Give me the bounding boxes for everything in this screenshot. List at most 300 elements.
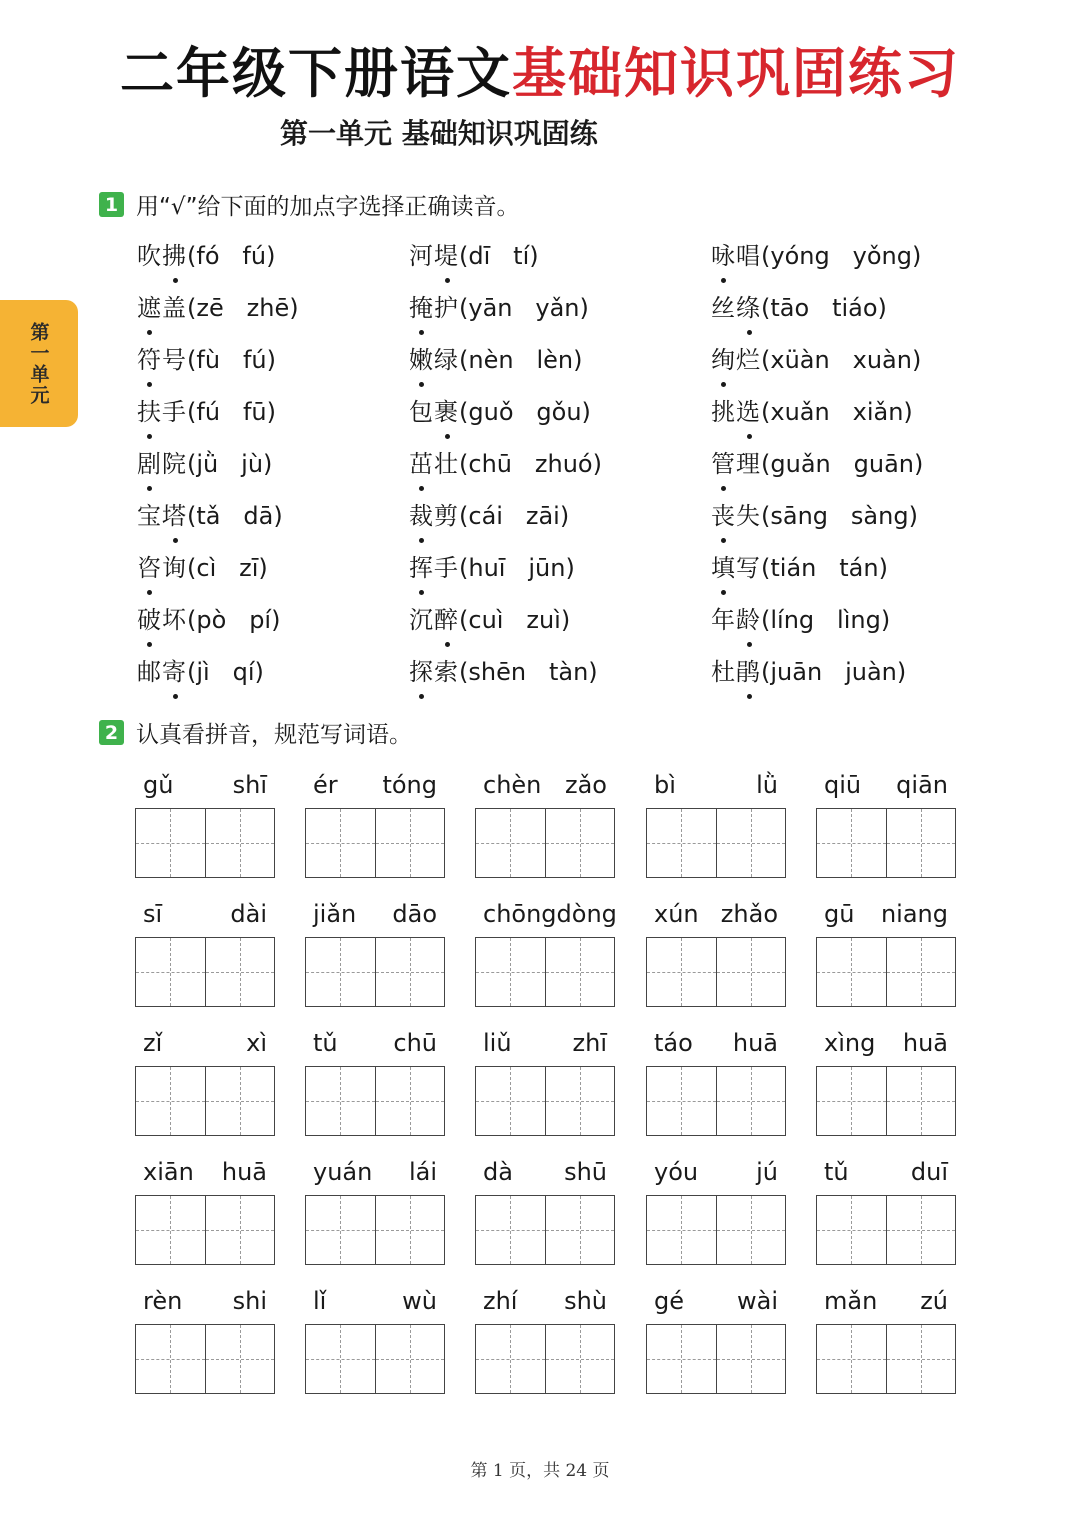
word-pinyin (816, 1155, 956, 1189)
pinyin-option-a[interactable]: yān (468, 294, 513, 322)
pinyin-syllable: tǔ (824, 1158, 849, 1186)
reading-item (711, 444, 923, 484)
word-pinyin (816, 768, 956, 802)
pinyin-option-b[interactable]: fú (242, 346, 267, 374)
writing-cell[interactable] (136, 1067, 206, 1135)
word-pinyin (816, 897, 956, 931)
word-pinyin (305, 1026, 445, 1060)
word-pinyin (816, 1284, 956, 1318)
emphasis-dot (721, 590, 726, 595)
tianzige-grid (646, 1195, 786, 1265)
reading-item (409, 600, 570, 640)
emphasis-dot (721, 382, 726, 387)
reading-item (711, 600, 890, 640)
writing-cell[interactable] (647, 1325, 717, 1393)
tianzige-grid (816, 1324, 956, 1394)
tianzige-grid (646, 937, 786, 1007)
word-writing-block (816, 768, 956, 878)
pinyin-option-a[interactable]: guǒ (468, 398, 514, 426)
pinyin-option-b[interactable]: lèn (536, 346, 574, 374)
emphasis-dot (419, 538, 424, 543)
pinyin-option-b[interactable]: zhuó (534, 450, 593, 478)
word-writing-block (305, 1155, 445, 1265)
word-pinyin (816, 1026, 956, 1060)
word-writing-block (646, 1155, 786, 1265)
emphasis-dot (747, 694, 752, 699)
writing-cell[interactable] (206, 1067, 275, 1135)
emphasis-dot (445, 278, 450, 283)
writing-cell[interactable] (546, 938, 615, 1006)
word-writing-block (475, 897, 615, 1007)
pinyin-option-b[interactable]: zuì (526, 606, 561, 634)
tianzige-grid (475, 1066, 615, 1136)
pinyin-options: (sāng sàng) (761, 502, 918, 530)
writing-cell[interactable] (546, 809, 615, 877)
writing-cell[interactable] (476, 1196, 546, 1264)
writing-cell[interactable] (717, 1196, 786, 1264)
pinyin-options: (tián tán) (761, 554, 888, 582)
writing-cell[interactable] (887, 1067, 956, 1135)
tianzige-grid (475, 937, 615, 1007)
pinyin-syllable: wù (402, 1287, 437, 1315)
pinyin-syllable: zhí (483, 1287, 518, 1315)
reading-item (711, 652, 906, 692)
reading-item (137, 340, 276, 380)
pinyin-syllable: zǎo (565, 771, 607, 799)
reading-word: 包裹 (409, 398, 459, 426)
emphasis-dot (147, 486, 152, 491)
reading-word: 裁剪 (409, 502, 459, 530)
pinyin-syllable: tóng (382, 771, 437, 799)
pinyin-option-b[interactable]: yǎn (535, 294, 580, 322)
pinyin-syllable: shù (564, 1287, 607, 1315)
pinyin-syllable: zǐ (143, 1029, 163, 1057)
pinyin-syllable: huā (221, 1158, 267, 1186)
question-2-number: 2 (99, 720, 124, 745)
pinyin-option-a[interactable]: tián (770, 554, 817, 582)
pinyin-syllable: gé (654, 1287, 684, 1315)
pinyin-option-b[interactable]: sàng (850, 502, 909, 530)
reading-word: 杜鹃 (711, 658, 761, 686)
pinyin-option-a[interactable]: fó (196, 242, 220, 270)
writing-cell[interactable] (887, 1196, 956, 1264)
pinyin-option-a[interactable]: pò (196, 606, 227, 634)
pinyin-option-b[interactable]: tí (513, 242, 530, 270)
reading-word: 探索 (409, 658, 459, 686)
writing-cell[interactable] (817, 1325, 887, 1393)
pinyin-option-b[interactable]: zī (239, 554, 259, 582)
pinyin-options: (nèn lèn) (459, 346, 583, 374)
reading-word: 绚烂 (711, 346, 761, 374)
tianzige-grid (646, 1324, 786, 1394)
reading-item (137, 288, 299, 328)
word-pinyin (475, 1155, 615, 1189)
emphasis-dot (147, 382, 152, 387)
pinyin-option-b[interactable]: juàn (845, 658, 897, 686)
writing-cell[interactable] (376, 1325, 445, 1393)
reading-item (409, 444, 602, 484)
tianzige-grid (816, 1195, 956, 1265)
reading-item (409, 652, 598, 692)
word-pinyin (475, 768, 615, 802)
pinyin-syllable: mǎn (824, 1287, 878, 1315)
reading-word: 河堤 (409, 242, 459, 270)
writing-cell[interactable] (136, 809, 206, 877)
reading-word: 沉醉 (409, 606, 459, 634)
reading-word: 掩护 (409, 294, 459, 322)
writing-cell[interactable] (476, 1325, 546, 1393)
writing-cell[interactable] (647, 1067, 717, 1135)
page-footer: 第 1 页，共 24 页 (470, 1461, 610, 1481)
emphasis-dot (419, 330, 424, 335)
emphasis-dot (419, 486, 424, 491)
pinyin-option-a[interactable]: cái (468, 502, 503, 530)
reading-word: 咨询 (137, 554, 187, 582)
emphasis-dot (721, 538, 726, 543)
emphasis-dot (445, 642, 450, 647)
emphasis-dot (747, 434, 752, 439)
pinyin-syllable: huā (732, 1029, 778, 1057)
pinyin-syllable: shū (564, 1158, 607, 1186)
emphasis-dot (147, 590, 152, 595)
tianzige-grid (305, 1066, 445, 1136)
pinyin-option-b[interactable]: xuàn (852, 346, 912, 374)
reading-item (711, 548, 888, 588)
writing-cell[interactable] (817, 1067, 887, 1135)
pinyin-syllable: gǔ (143, 771, 174, 799)
writing-cell[interactable] (376, 1067, 445, 1135)
reading-word: 丧失 (711, 502, 761, 530)
tianzige-grid (646, 808, 786, 878)
reading-item (137, 548, 268, 588)
writing-cell[interactable] (376, 938, 445, 1006)
pinyin-option-a[interactable]: cì (196, 554, 217, 582)
question-2-header (99, 716, 412, 749)
emphasis-dot (173, 538, 178, 543)
word-writing-block (475, 1284, 615, 1394)
word-pinyin (135, 897, 275, 931)
pinyin-syllable: duī (910, 1158, 948, 1186)
writing-cell[interactable] (817, 938, 887, 1006)
pinyin-syllable: qiū (824, 771, 862, 799)
reading-word: 邮寄 (137, 658, 187, 686)
reading-item (137, 652, 264, 692)
pinyin-syllable: chèn (483, 771, 542, 799)
reading-item (409, 392, 591, 432)
writing-cell[interactable] (136, 1196, 206, 1264)
word-pinyin (135, 1284, 275, 1318)
pinyin-options: (tāo tiáo) (761, 294, 887, 322)
reading-item (137, 444, 272, 484)
pinyin-option-b[interactable]: tiáo (832, 294, 878, 322)
reading-item (137, 496, 283, 536)
pinyin-syllable: ér (313, 771, 338, 799)
pinyin-option-b[interactable]: qí (232, 658, 255, 686)
pinyin-syllable: jú (756, 1158, 778, 1186)
tianzige-grid (135, 937, 275, 1007)
writing-cell[interactable] (206, 809, 275, 877)
pinyin-syllable: lǐ (313, 1287, 327, 1315)
word-writing-block (135, 768, 275, 878)
pinyin-option-a[interactable]: jì (196, 658, 210, 686)
pinyin-syllable: dài (230, 900, 267, 928)
pinyin-options: (guǎn guān) (761, 450, 924, 478)
pinyin-option-b[interactable]: jù (241, 450, 264, 478)
writing-cell[interactable] (647, 809, 717, 877)
reading-word: 年龄 (711, 606, 761, 634)
pinyin-option-a[interactable]: nèn (468, 346, 514, 374)
pinyin-options: (cì zī) (187, 554, 268, 582)
emphasis-dot (419, 590, 424, 595)
pinyin-syllable: sī (143, 900, 163, 928)
pinyin-option-b[interactable]: dā (243, 502, 274, 530)
pinyin-syllable: dāo (392, 900, 437, 928)
pinyin-options: (cái zāi) (459, 502, 570, 530)
pinyin-options: (jì qí) (187, 658, 264, 686)
word-pinyin (646, 1284, 786, 1318)
word-writing-block (475, 1155, 615, 1265)
pinyin-options: (jǜ jù) (187, 450, 273, 478)
pinyin-options: (xüàn xuàn) (761, 346, 922, 374)
word-pinyin (475, 1026, 615, 1060)
word-pinyin (305, 1155, 445, 1189)
writing-cell[interactable] (306, 1067, 376, 1135)
pinyin-option-b[interactable]: tàn (548, 658, 589, 686)
word-writing-block (135, 897, 275, 1007)
pinyin-option-b[interactable]: tán (839, 554, 879, 582)
pinyin-syllable: yuán (313, 1158, 373, 1186)
pinyin-option-a[interactable]: shēn (468, 658, 527, 686)
pinyin-options: (yóng yǒng) (761, 242, 922, 270)
word-writing-block (816, 1026, 956, 1136)
pinyin-option-b[interactable]: pí (249, 606, 272, 634)
pinyin-option-a[interactable]: dī (468, 242, 491, 270)
writing-cell[interactable] (206, 1325, 275, 1393)
pinyin-option-a[interactable]: guǎn (770, 450, 831, 478)
pinyin-syllable: gū (824, 900, 855, 928)
pinyin-option-a[interactable]: tǎ (196, 502, 221, 530)
pinyin-syllable: xìng (824, 1029, 876, 1057)
pinyin-option-a[interactable]: juān (770, 658, 823, 686)
pinyin-option-a[interactable]: fú (196, 398, 221, 426)
writing-cell[interactable] (546, 1196, 615, 1264)
word-writing-block (305, 768, 445, 878)
pinyin-options: (dī tí) (459, 242, 539, 270)
pinyin-option-a[interactable]: sāng (770, 502, 829, 530)
tianzige-grid (816, 808, 956, 878)
word-writing-block (135, 1155, 275, 1265)
reading-word: 吹拂 (137, 242, 187, 270)
reading-word: 挥手 (409, 554, 459, 582)
pinyin-syllable: lǜ (756, 771, 778, 799)
word-writing-block (305, 897, 445, 1007)
emphasis-dot (147, 642, 152, 647)
reading-item (711, 340, 921, 380)
word-writing-block (646, 1284, 786, 1394)
word-writing-block (646, 768, 786, 878)
unit-side-tab (0, 300, 78, 427)
tianzige-grid (816, 937, 956, 1007)
word-writing-block (816, 1284, 956, 1394)
word-writing-block (135, 1284, 275, 1394)
word-pinyin (305, 1284, 445, 1318)
pinyin-options: (shēn tàn) (459, 658, 598, 686)
writing-cell[interactable] (306, 1325, 376, 1393)
pinyin-options: (cuì zuì) (459, 606, 571, 634)
pinyin-option-a[interactable]: fù (196, 346, 221, 374)
tianzige-grid (135, 1195, 275, 1265)
word-writing-block (646, 1026, 786, 1136)
writing-cell[interactable] (306, 1196, 376, 1264)
reading-word: 剧院 (137, 450, 187, 478)
pinyin-option-b[interactable]: xiǎn (852, 398, 904, 426)
pinyin-option-b[interactable]: jūn (528, 554, 566, 582)
writing-cell[interactable] (376, 809, 445, 877)
writing-cell[interactable] (306, 938, 376, 1006)
reading-item (711, 288, 887, 328)
writing-cell[interactable] (817, 1196, 887, 1264)
pinyin-syllable: dà (483, 1158, 513, 1186)
writing-cell[interactable] (887, 809, 956, 877)
pinyin-option-a[interactable]: huī (468, 554, 506, 582)
pinyin-syllable: jiǎn (313, 900, 357, 928)
emphasis-dot (721, 278, 726, 283)
pinyin-option-b[interactable]: zāi (525, 502, 560, 530)
pinyin-syllable: xì (246, 1029, 267, 1057)
pinyin-option-a[interactable]: zē (196, 294, 224, 322)
writing-cell[interactable] (206, 1196, 275, 1264)
page-title: 二年级下册语文基础知识巩固练习 (120, 41, 960, 105)
writing-cell[interactable] (476, 809, 546, 877)
emphasis-dot (721, 486, 726, 491)
pinyin-syllable: chōng (483, 900, 557, 928)
pinyin-syllable: zhǎo (720, 900, 778, 928)
reading-word: 丝绦 (711, 294, 761, 322)
writing-cell[interactable] (306, 809, 376, 877)
word-pinyin (475, 897, 615, 931)
pinyin-syllable: xún (654, 900, 699, 928)
reading-item (409, 548, 575, 588)
emphasis-dot (445, 434, 450, 439)
unit-subtitle: 第一单元 基础知识巩固练 (280, 117, 598, 150)
writing-cell[interactable] (717, 1325, 786, 1393)
writing-cell[interactable] (546, 1325, 615, 1393)
pinyin-option-b[interactable]: gǒu (536, 398, 582, 426)
reading-item (711, 496, 918, 536)
pinyin-syllable: qiān (896, 771, 948, 799)
pinyin-option-a[interactable]: líng (770, 606, 815, 634)
emphasis-dot (419, 694, 424, 699)
tianzige-grid (816, 1066, 956, 1136)
pinyin-option-b[interactable]: fú (242, 242, 267, 270)
writing-cell[interactable] (817, 809, 887, 877)
pinyin-option-b[interactable]: guān (853, 450, 915, 478)
pinyin-syllable: wài (736, 1287, 778, 1315)
question-1-instruction: 用“√”给下面的加点字选择正确读音。 (136, 194, 520, 220)
pinyin-option-b[interactable]: yǒng (852, 242, 912, 270)
word-pinyin (305, 768, 445, 802)
writing-cell[interactable] (136, 1325, 206, 1393)
pinyin-options: (guǒ gǒu) (459, 398, 591, 426)
reading-item (409, 340, 582, 380)
writing-cell[interactable] (136, 938, 206, 1006)
reading-word: 茁壮 (409, 450, 459, 478)
pinyin-options: (fó fú) (187, 242, 276, 270)
writing-cell[interactable] (647, 1196, 717, 1264)
pinyin-option-b[interactable]: lìng (837, 606, 881, 634)
word-pinyin (646, 1155, 786, 1189)
pinyin-options: (zē zhē) (187, 294, 299, 322)
reading-item (409, 496, 569, 536)
tianzige-grid (135, 1324, 275, 1394)
reading-word: 扶手 (137, 398, 187, 426)
pinyin-syllable: shī (232, 771, 267, 799)
writing-cell[interactable] (717, 1067, 786, 1135)
pinyin-options: (juān juàn) (761, 658, 907, 686)
pinyin-options: (huī jūn) (459, 554, 575, 582)
writing-cell[interactable] (376, 1196, 445, 1264)
writing-cell[interactable] (546, 1067, 615, 1135)
pinyin-options: (pò pí) (187, 606, 281, 634)
reading-word: 咏唱 (711, 242, 761, 270)
reading-item (711, 236, 921, 276)
reading-item (137, 600, 280, 640)
pinyin-option-a[interactable]: xuǎn (770, 398, 830, 426)
reading-item (137, 236, 275, 276)
reading-word: 遮盖 (137, 294, 187, 322)
pinyin-syllable: zhī (572, 1029, 607, 1057)
writing-cell[interactable] (717, 938, 786, 1006)
writing-cell[interactable] (717, 809, 786, 877)
pinyin-option-a[interactable]: yóng (770, 242, 830, 270)
reading-word: 挑选 (711, 398, 761, 426)
tianzige-grid (305, 937, 445, 1007)
word-pinyin (646, 768, 786, 802)
emphasis-dot (147, 330, 152, 335)
pinyin-syllable: niang (880, 900, 948, 928)
pinyin-option-a[interactable]: xüàn (770, 346, 830, 374)
writing-cell[interactable] (476, 1067, 546, 1135)
writing-cell[interactable] (206, 938, 275, 1006)
pinyin-option-a[interactable]: cuì (468, 606, 504, 634)
writing-cell[interactable] (887, 1325, 956, 1393)
pinyin-options: (líng lìng) (761, 606, 891, 634)
emphasis-dot (419, 382, 424, 387)
word-writing-block (305, 1284, 445, 1394)
pinyin-option-a[interactable]: chū (468, 450, 512, 478)
writing-cell[interactable] (887, 938, 956, 1006)
pinyin-option-a[interactable]: jǜ (196, 450, 219, 478)
tianzige-grid (135, 808, 275, 878)
pinyin-option-a[interactable]: tāo (770, 294, 810, 322)
pinyin-syllable: chū (393, 1029, 437, 1057)
tianzige-grid (305, 1195, 445, 1265)
tianzige-grid (135, 1066, 275, 1136)
writing-cell[interactable] (476, 938, 546, 1006)
pinyin-options: (tǎ dā) (187, 502, 283, 530)
word-writing-block (475, 768, 615, 878)
writing-cell[interactable] (647, 938, 717, 1006)
tianzige-grid (475, 1324, 615, 1394)
pinyin-syllable: táo (654, 1029, 693, 1057)
pinyin-options: (chū zhuó) (459, 450, 602, 478)
pinyin-option-b[interactable]: fū (242, 398, 267, 426)
question-1-header (99, 188, 520, 221)
word-writing-block (816, 897, 956, 1007)
emphasis-dot (173, 694, 178, 699)
pinyin-options: (yān yǎn) (459, 294, 589, 322)
pinyin-option-b[interactable]: zhē (246, 294, 290, 322)
